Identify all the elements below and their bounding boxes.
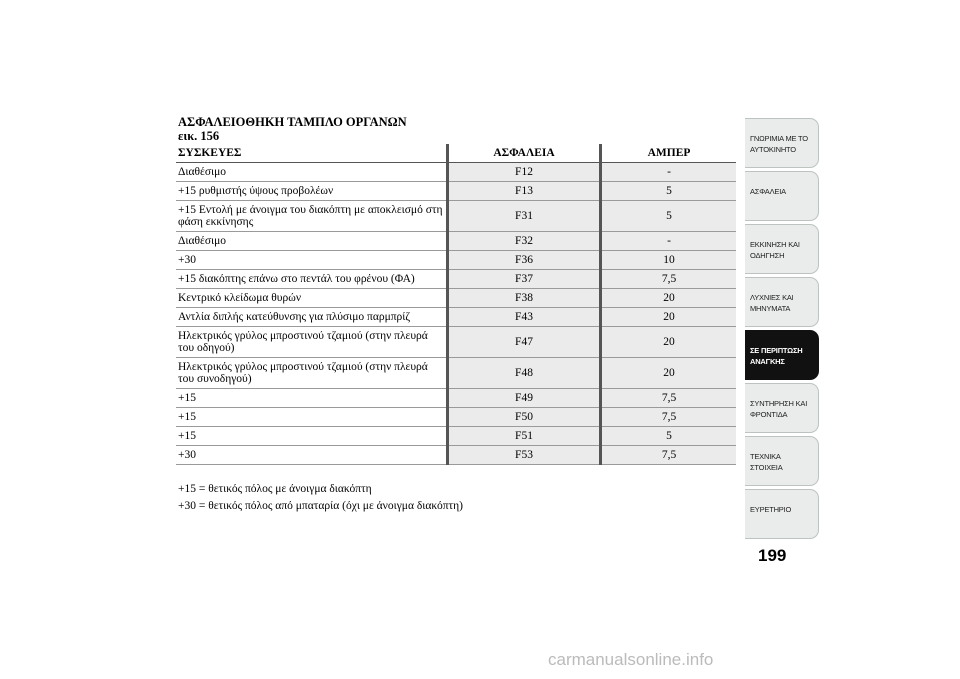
device-cell: +15	[176, 389, 448, 408]
device-cell: Διαθέσιμο	[176, 232, 448, 251]
header-devices: ΣΥΣΚΕΥΕΣ	[176, 144, 448, 163]
table-row	[176, 408, 736, 427]
fuse-cell: F31	[448, 201, 601, 232]
device-cell: +15 ρυθμιστής ύψους προβολέων	[176, 182, 448, 201]
table-row	[176, 182, 736, 201]
table-row	[176, 251, 736, 270]
fuse-cell: F43	[448, 308, 601, 327]
tab-label: ΛΥΧΝΙΕΣ ΚΑΙ ΜΗΝΥΜΑΤΑ	[750, 293, 794, 313]
tab-label: ΕΥΡΕΤΗΡΙΟ	[750, 505, 792, 514]
watermark-text: carmanualsonline.info	[548, 650, 714, 669]
amp-cell: 7,5	[601, 270, 737, 289]
table-row	[176, 289, 736, 308]
amp-cell: 7,5	[601, 408, 737, 427]
table-row	[176, 163, 736, 182]
tab-maintenance[interactable]	[745, 383, 819, 433]
tab-label: ΤΕΧΝΙΚΑ ΣΤΟΙΧΕΙΑ	[750, 452, 783, 472]
table-row	[176, 270, 736, 289]
device-cell: +30	[176, 446, 448, 465]
device-cell: +15 διακόπτης επάνω στο πεντάλ του φρένου (ΦΑ)	[176, 270, 448, 289]
fuse-table	[176, 144, 736, 465]
tab-label: ΣΕ ΠΕΡΙΠΤΩΣΗ ΑΝΑΓΚΗΣ	[750, 346, 803, 366]
page-title: ΑΣΦΑΛΕΙΟΘΗΚΗ ΤΑΜΠΛΟ ΟΡΓΑΝΩΝ	[178, 115, 407, 129]
amp-cell: 20	[601, 327, 737, 358]
fuse-cell: F50	[448, 408, 601, 427]
device-cell: +15 Εντολή με άνοιγμα του διακόπτη με αποκλεισμό στη φάση εκκίνησης	[176, 201, 448, 232]
amp-cell: 20	[601, 308, 737, 327]
amp-cell: 20	[601, 358, 737, 389]
device-cell: Διαθέσιμο	[176, 163, 448, 182]
fuse-cell: F49	[448, 389, 601, 408]
amp-cell: 20	[601, 289, 737, 308]
table-row	[176, 308, 736, 327]
table-row	[176, 446, 736, 465]
table-row	[176, 358, 736, 389]
fuse-cell: F38	[448, 289, 601, 308]
table-row	[176, 232, 736, 251]
page-number: 199	[758, 546, 787, 565]
amp-cell: 5	[601, 182, 737, 201]
tab-getting-to-know[interactable]	[745, 118, 819, 168]
table-header-row	[176, 144, 736, 163]
header-fuse: ΑΣΦΑΛΕΙΑ	[448, 144, 601, 163]
fuse-cell: F47	[448, 327, 601, 358]
table-row	[176, 389, 736, 408]
device-cell: +15	[176, 427, 448, 446]
tab-label: ΓΝΩΡΙΜΙΑ ΜΕ ΤΟ ΑΥΤΟΚΙΝΗΤΟ	[750, 134, 808, 154]
amp-cell: 5	[601, 201, 737, 232]
fuse-cell: F13	[448, 182, 601, 201]
figure-reference: εικ. 156	[178, 129, 220, 143]
amp-cell: 7,5	[601, 446, 737, 465]
amp-cell: 10	[601, 251, 737, 270]
tab-starting-driving[interactable]	[745, 224, 819, 274]
device-cell: +15	[176, 408, 448, 427]
tab-lights-messages[interactable]	[745, 277, 819, 327]
fuse-cell: F53	[448, 446, 601, 465]
device-cell: +30	[176, 251, 448, 270]
tab-technical-data[interactable]	[745, 436, 819, 486]
fuse-cell: F12	[448, 163, 601, 182]
fuse-cell: F51	[448, 427, 601, 446]
device-cell: Ηλεκτρικός γρύλος μπροστινού τζαμιού (στην πλευρά του συνοδηγού)	[176, 358, 448, 389]
header-amp: ΑΜΠΕΡ	[601, 144, 737, 163]
fuse-cell: F32	[448, 232, 601, 251]
tab-emergency[interactable]	[745, 330, 819, 380]
fuse-cell: F48	[448, 358, 601, 389]
tab-index[interactable]	[745, 489, 819, 539]
table-row	[176, 201, 736, 232]
amp-cell: 7,5	[601, 389, 737, 408]
table-row	[176, 327, 736, 358]
amp-cell: 5	[601, 427, 737, 446]
device-cell: Κεντρικό κλείδωμα θυρών	[176, 289, 448, 308]
footnote-plus15: +15 = θετικός πόλος με άνοιγμα διακόπτη	[178, 483, 372, 495]
fuse-cell: F37	[448, 270, 601, 289]
fuse-cell: F36	[448, 251, 601, 270]
footnote-plus30: +30 = θετικός πόλος από μπαταρία (όχι με άνοιγμα διακόπτη)	[178, 500, 463, 512]
tab-label: ΑΣΦΑΛΕΙΑ	[750, 187, 786, 196]
tab-label: ΕΚΚΙΝΗΣΗ ΚΑΙ ΟΔΗΓΗΣΗ	[750, 240, 800, 260]
table-row	[176, 427, 736, 446]
amp-cell: -	[601, 232, 737, 251]
section-heading	[178, 115, 407, 143]
device-cell: Αντλία διπλής κατεύθυνσης για πλύσιμο παρμπρίζ	[176, 308, 448, 327]
tab-label: ΣΥΝΤΗΡΗΣΗ ΚΑΙ ΦΡΟΝΤΙΔΑ	[750, 399, 808, 419]
device-cell: Ηλεκτρικός γρύλος μπροστινού τζαμιού (στην πλευρά του οδηγού)	[176, 327, 448, 358]
amp-cell: -	[601, 163, 737, 182]
chapter-tabs	[745, 118, 819, 542]
footnotes	[178, 481, 463, 515]
tab-safety[interactable]	[745, 171, 819, 221]
